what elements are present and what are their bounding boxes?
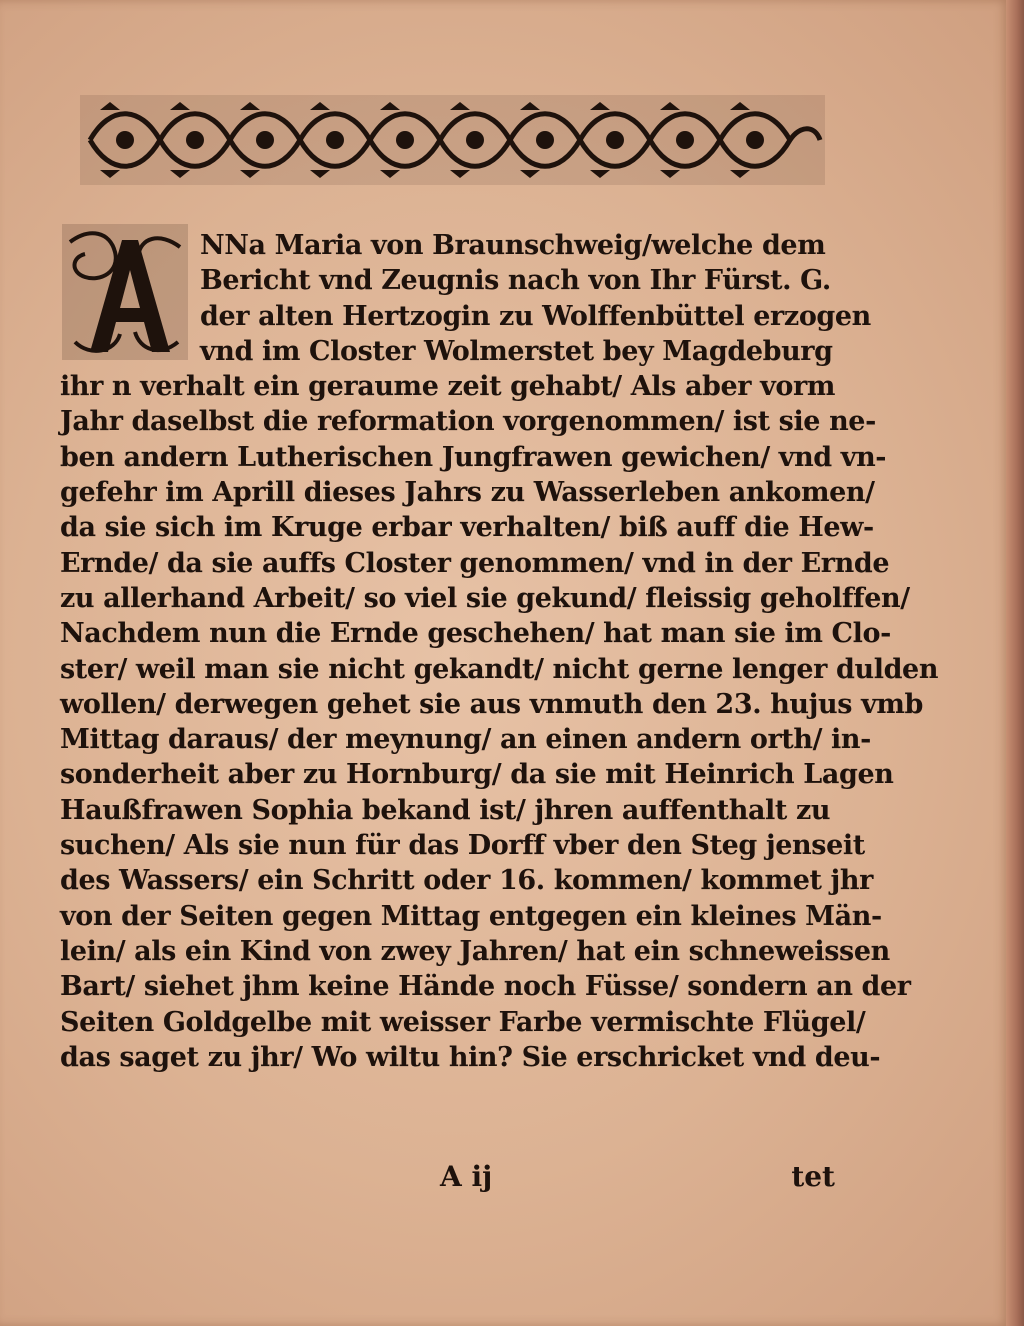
text-line: Seiten Goldgelbe mit weisser Farbe vermischte Flügel/ — [60, 1006, 866, 1038]
text-line: Nachdem nun die Ernde geschehen/ hat man sie im Clo- — [60, 618, 891, 650]
text-line: der alten Hertzogin zu Wolffenbüttel erzogen — [200, 300, 871, 332]
text-line: NNa Maria von Braunschweig/welche dem — [200, 230, 826, 261]
text-line: Haußfrawen Sophia bekand ist/ jhren auffenthalt zu — [60, 794, 831, 826]
text-line: suchen/ Als sie nun für das Dorff vber den Steg jenseit — [60, 830, 865, 862]
text-line: ster/ weil man sie nicht gekandt/ nicht gerne lenger dulden — [60, 653, 939, 685]
text-line: ben andern Lutherischen Jungfrawen gewichen/ vnd vn- — [60, 441, 887, 473]
page-edge — [1006, 0, 1024, 1326]
catchword: tet — [791, 1160, 835, 1193]
page-footer — [60, 1160, 835, 1200]
text-line: vnd im Closter Wolmerstet bey Magdeburg — [200, 335, 833, 367]
text-line: ihr n verhalt ein geraume zeit gehabt/ Als aber vorm — [60, 371, 836, 403]
text-line: zu allerhand Arbeit/ so viel sie gekund/ fleissig geholffen/ — [60, 582, 910, 614]
signature-mark: A ij — [440, 1160, 493, 1193]
text-line: Ernde/ da sie auffs Closter genommen/ vnd in der Ernde — [60, 547, 890, 579]
body-text — [60, 228, 939, 1075]
text-line: da sie sich im Kruge erbar verhalten/ biß auff die Hew- — [60, 512, 874, 544]
text-line: Bart/ siehet jhm keine Hände noch Füsse/ sondern an der — [60, 971, 911, 1003]
text-line: lein/ als ein Kind von zwey Jahren/ hat ein schneweissen — [60, 935, 890, 967]
text-line: von der Seiten gegen Mittag entgegen ein kleines Män- — [60, 900, 882, 932]
text-line: des Wassers/ ein Schritt oder 16. kommen/ kommet jhr — [60, 865, 873, 897]
text-line: Jahr daselbst die reformation vorgenommen/ ist sie ne- — [60, 406, 876, 438]
text-line: gefehr im Aprill dieses Jahrs zu Wasserleben ankomen/ — [60, 477, 875, 509]
text-line: wollen/ derwegen gehet sie aus vnmuth den 23. hujus vmb — [60, 688, 924, 720]
text-line: Mittag daraus/ der meynung/ an einen andern orth/ in- — [60, 724, 871, 756]
text-line: das saget zu jhr/ Wo wiltu hin? Sie erschricket vnd deu- — [60, 1041, 881, 1073]
text-line: Bericht vnd Zeugnis nach von Ihr Fürst. G. — [200, 265, 831, 297]
text-line: sonderheit aber zu Hornburg/ da sie mit Heinrich Lagen — [60, 759, 894, 791]
decorative-headpiece — [80, 95, 825, 185]
